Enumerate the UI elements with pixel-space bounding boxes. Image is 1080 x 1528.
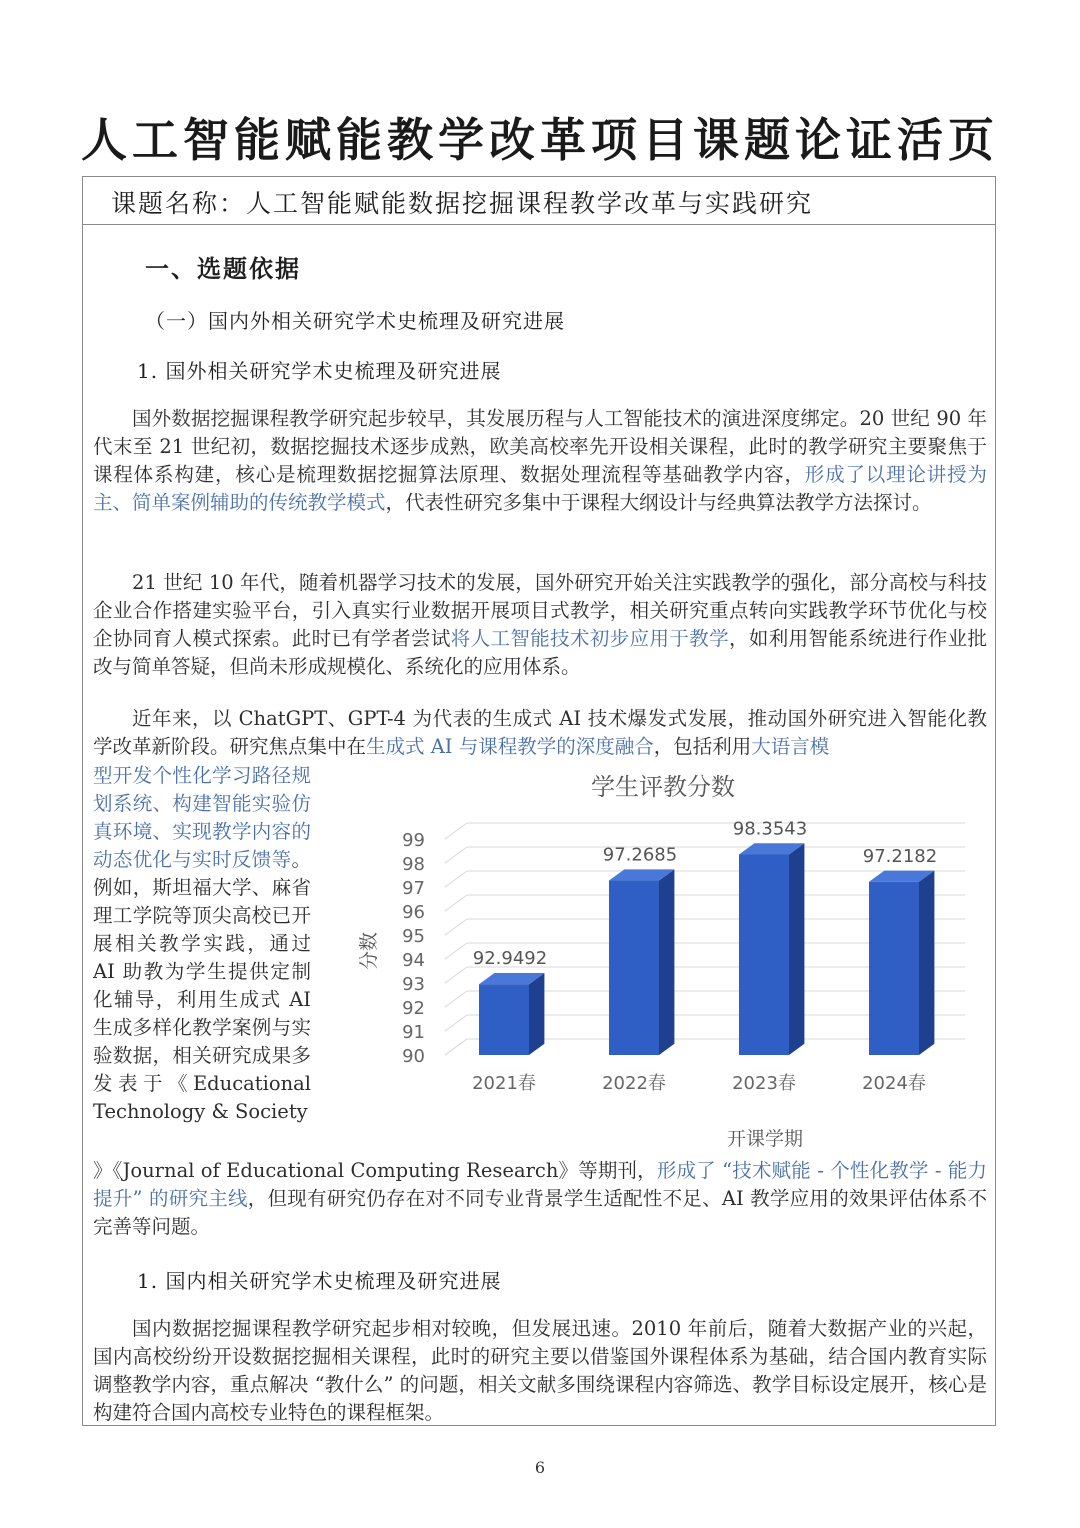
form-frame: [82, 176, 996, 1426]
bar-value-label: 98.3543: [732, 818, 808, 840]
p2-text-b: ，如利用智能系统进行作业批改与简单答疑，但尚未形成规模化、系统化的应用体系。: [93, 627, 987, 678]
subsection-heading-review: （一）国内外相关研究学术史梳理及研究进展: [145, 309, 565, 333]
p3-highlight-3: 型开发个性化学习路径规划系统、构建智能实验仿真环境、实现教学内容的动态优化与实时反馈等: [93, 764, 311, 871]
y-tick-label: 93: [402, 974, 425, 995]
bar-front: [609, 881, 659, 1055]
p3-text-e: ，但现有研究仍存在对不同专业背景学生适配性不足、AI 教学应用的效果评估体系不完善等问题。: [93, 1187, 987, 1238]
y-tick-label: 96: [402, 902, 425, 923]
bar-front: [739, 854, 789, 1055]
chart-y-ticks: [402, 830, 425, 1067]
p3-highlight-1: 生成式 AI 与课程教学的深度融合: [366, 735, 654, 758]
y-tick-label: 90: [402, 1046, 425, 1067]
paragraph-foreign-3-bottom: [93, 1157, 987, 1241]
bar-value-label: 97.2182: [862, 845, 938, 867]
bar-2022春: [603, 845, 677, 1055]
p1-text-b: ，代表性研究多集中于课程大纲设计与经典算法教学方法探讨。: [385, 491, 932, 514]
page-title: 人工智能赋能教学改革项目课题论证活页: [81, 113, 999, 167]
section-heading-basis: 一、选题依据: [145, 255, 301, 283]
y-tick-label: 92: [402, 998, 425, 1019]
y-tick-label: 97: [402, 878, 425, 899]
p3-text-d: 》《Journal of Educational Computing Research》等期刊，: [93, 1159, 657, 1182]
topic-row: [83, 177, 995, 225]
bar-side: [789, 843, 804, 1055]
paragraph-foreign-3-top: [93, 705, 987, 761]
grid-line: [445, 823, 965, 839]
y-tick-label: 94: [402, 950, 425, 971]
bar-side: [919, 871, 934, 1055]
p3-highlight-2: 大语言模: [751, 735, 830, 758]
x-tick-label: 2024春: [862, 1073, 926, 1094]
paragraph-foreign-1: [93, 405, 987, 517]
y-tick-label: 99: [402, 830, 425, 851]
p1-highlight: 形成了以理论讲授为主、简单案例辅助的传统教学模式: [93, 463, 987, 514]
topic-name: 课题名称：人工智能赋能数据挖掘课程教学改革与实践研究: [111, 189, 814, 218]
bar-2023春: [733, 818, 807, 1055]
bar-value-label: 97.2685: [602, 844, 678, 866]
chart-x-ticks: [472, 1073, 926, 1094]
page-number: 6: [534, 1458, 546, 1477]
item-heading-foreign: 1. 国外相关研究学术史梳理及研究进展: [137, 359, 502, 383]
bar-2024春: [863, 846, 937, 1055]
p3-highlight-4: 形成了 “技术赋能 - 个性化教学 - 能力提升” 的研究主线: [93, 1159, 988, 1210]
score-bar-chart: [345, 755, 965, 1165]
p3-text-b: ，包括利用: [653, 735, 752, 758]
paragraph-domestic-1: 国内数据挖掘课程教学研究起步相对较晚，但发展迅速。2010 年前后，随着大数据产业的兴起，国内高校纷纷开设数据挖掘相关课程，此时的研究主要以借鉴国外课程体系为基础，结合国内教育实际调整教学内容，重点解决 “教什么” 的问题，相关文献多围绕课程内容筛选、教学目标设定展开，核心是构建符合国内高校专业特色的课程框架。: [93, 1317, 987, 1424]
chart-x-label: 开课学期: [726, 1128, 804, 1150]
chart-title: 学生评教分数: [591, 773, 735, 801]
chart-y-label: 分数: [358, 931, 380, 971]
bar-front: [869, 882, 919, 1055]
x-tick-label: 2021春: [472, 1073, 536, 1094]
p3-text-c: 。例如，斯坦福大学、麻省理工学院等顶尖高校已开展相关教学实践，通过 AI 助教为学生提供定制化辅导，利用生成式 AI 生成多样化教学案例与实验数据，相关研究成果多发表于《Educational Technology & Society: [93, 848, 311, 1123]
p2-highlight: 将人工智能技术初步应用于教学: [450, 627, 729, 650]
bar-value-label: 92.9492: [472, 948, 548, 970]
p1-text-a: 国外数据挖掘课程教学研究起步较早，其发展历程与人工智能技术的演进深度绑定。20 世纪 90 年代末至 21 世纪初，数据挖掘技术逐步成熟，欧美高校率先开设相关课程，此时的教学研究主要聚焦于课程体系构建，核心是梳理数据挖掘算法原理、数据处理流程等基础教学内容，: [93, 407, 987, 486]
x-tick-label: 2023春: [732, 1073, 796, 1094]
y-tick-label: 98: [402, 854, 425, 875]
paragraph-foreign-3-wrap: [93, 762, 311, 1126]
x-tick-label: 2022春: [602, 1073, 666, 1094]
bar-side: [529, 973, 544, 1055]
bar-2021春: [473, 948, 547, 1055]
bar-side: [659, 869, 674, 1055]
y-tick-label: 91: [402, 1022, 425, 1043]
p2-text-a: 21 世纪 10 年代，随着机器学习技术的发展，国外研究开始关注实践教学的强化，部分高校与科技企业合作搭建实验平台，引入真实行业数据开展项目式教学，相关研究重点转向实践教学环节优化与校企协同育人模式探索。此时已有学者尝试: [93, 571, 987, 650]
paragraph-foreign-2: [93, 569, 987, 681]
bar-front: [479, 984, 529, 1055]
y-tick-label: 95: [402, 926, 425, 947]
item-heading-domestic: 1. 国内相关研究学术史梳理及研究进展: [137, 1269, 502, 1293]
axis-depth-line: [445, 1039, 467, 1055]
p3-text-a: 近年来，以 ChatGPT、GPT-4 为代表的生成式 AI 技术爆发式发展，推动国外研究进入智能化教学改革新阶段。研究焦点集中在: [93, 707, 987, 758]
chart-bars: [473, 818, 937, 1055]
